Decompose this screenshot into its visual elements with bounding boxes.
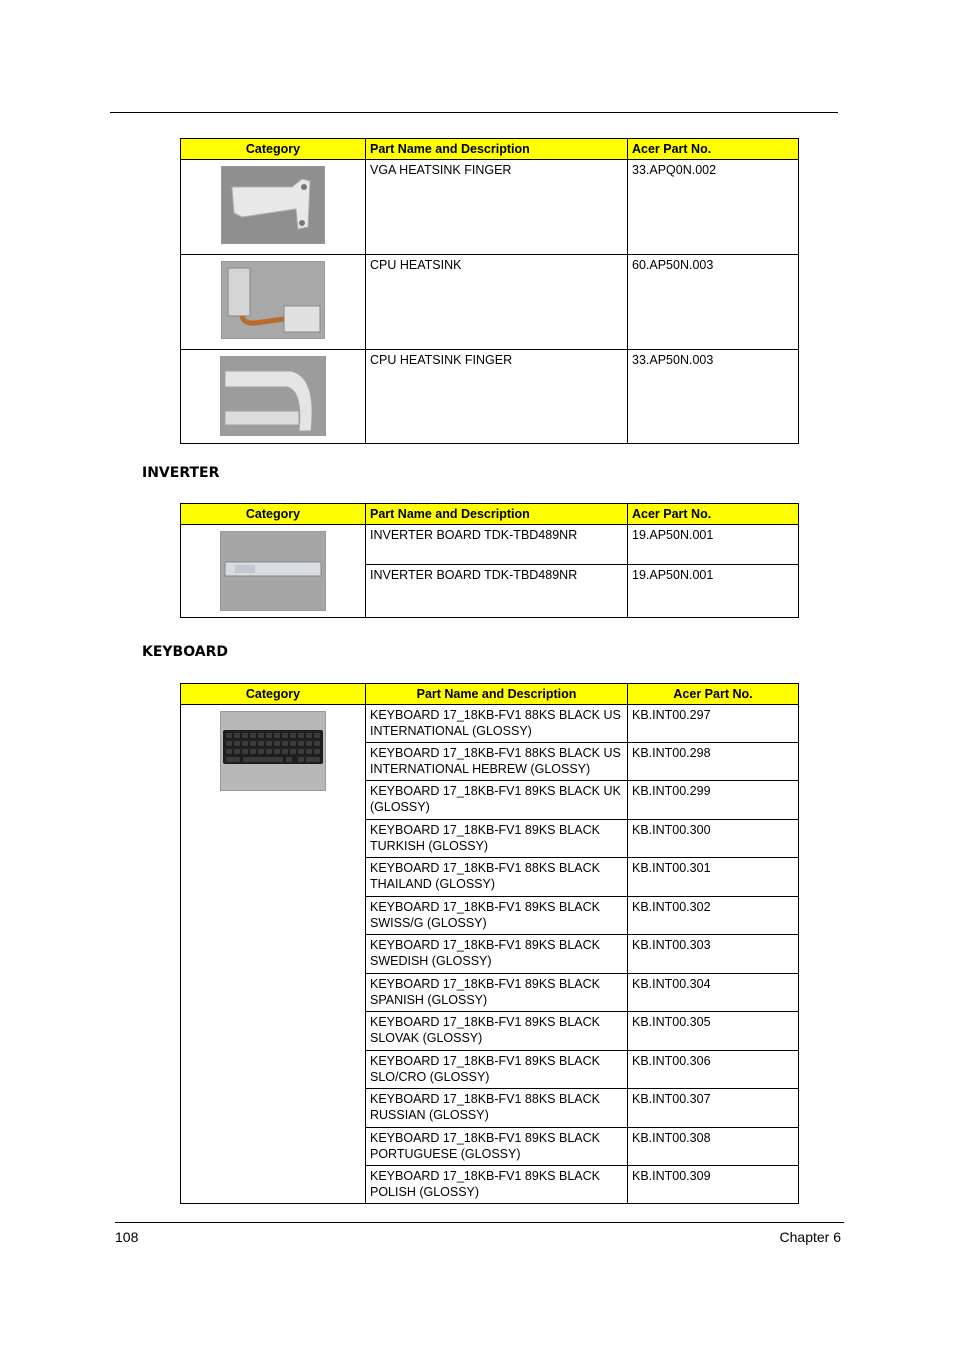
chapter-label: Chapter 6: [779, 1229, 841, 1245]
keyboard-photo: [220, 711, 326, 791]
part-name-cell: KEYBOARD 17_18KB-FV1 89KS BLACK TURKISH (GLOSSY): [366, 820, 628, 858]
vga-heatsink-finger-photo: [221, 166, 325, 244]
footer-rule: [115, 1222, 844, 1223]
part-name-cell: KEYBOARD 17_18KB-FV1 89KS BLACK PORTUGUESE (GLOSSY): [366, 1128, 628, 1166]
category-cell: [181, 350, 366, 444]
part-no-cell: KB.INT00.307: [628, 1089, 799, 1128]
part-no-cell: 19.AP50N.001: [628, 525, 799, 565]
part-name-cell: KEYBOARD 17_18KB-FV1 89KS BLACK SWEDISH (GLOSSY): [366, 935, 628, 974]
keyboard-heading: KEYBOARD: [142, 644, 228, 660]
table-row: [181, 160, 799, 255]
part-no-cell: KB.INT00.305: [628, 1012, 799, 1051]
table-header-row: [181, 504, 799, 525]
part-name-cell: KEYBOARD 17_18KB-FV1 88KS BLACK THAILAND (GLOSSY): [366, 858, 628, 897]
cpu-heatsink-photo: [221, 261, 325, 339]
part-no-cell: KB.INT00.309: [628, 1166, 799, 1204]
part-no-cell: KB.INT00.301: [628, 858, 799, 897]
category-header: Category: [181, 684, 366, 705]
table-header-row: [181, 139, 799, 160]
table-row: [181, 705, 799, 743]
part-name-header: Part Name and Description: [366, 684, 628, 705]
heatsink-parts-table: [180, 138, 799, 444]
part-name-cell: INVERTER BOARD TDK-TBD489NR: [366, 525, 628, 565]
category-cell: [181, 705, 366, 1204]
category-cell: [181, 255, 366, 350]
part-no-cell: KB.INT00.302: [628, 897, 799, 935]
part-no-cell: 60.AP50N.003: [628, 255, 799, 350]
part-no-cell: KB.INT00.300: [628, 820, 799, 858]
part-no-cell: KB.INT00.298: [628, 743, 799, 781]
part-name-cell: VGA HEATSINK FINGER: [366, 160, 628, 255]
part-name-header: Part Name and Description: [366, 139, 628, 160]
part-no-cell: KB.INT00.306: [628, 1051, 799, 1089]
keyboard-parts-table: [180, 683, 799, 1204]
table-header-row: [181, 684, 799, 705]
part-name-cell: KEYBOARD 17_18KB-FV1 89KS BLACK POLISH (GLOSSY): [366, 1166, 628, 1204]
header-rule: [110, 112, 838, 113]
category-cell: [181, 160, 366, 255]
part-name-cell: CPU HEATSINK: [366, 255, 628, 350]
part-no-cell: 19.AP50N.001: [628, 565, 799, 618]
part-no-cell: KB.INT00.308: [628, 1128, 799, 1166]
part-name-cell: KEYBOARD 17_18KB-FV1 89KS BLACK SWISS/G (GLOSSY): [366, 897, 628, 935]
part-name-header: Part Name and Description: [366, 504, 628, 525]
part-no-header: Acer Part No.: [628, 504, 799, 525]
part-no-cell: 33.AP50N.003: [628, 350, 799, 444]
category-cell: [181, 525, 366, 618]
part-no-cell: 33.APQ0N.002: [628, 160, 799, 255]
part-no-header: Acer Part No.: [628, 684, 799, 705]
category-header: Category: [181, 139, 366, 160]
part-name-cell: KEYBOARD 17_18KB-FV1 88KS BLACK US INTERNATIONAL HEBREW (GLOSSY): [366, 743, 628, 781]
part-no-header: Acer Part No.: [628, 139, 799, 160]
part-no-cell: KB.INT00.297: [628, 705, 799, 743]
part-no-cell: KB.INT00.299: [628, 781, 799, 820]
part-name-cell: KEYBOARD 17_18KB-FV1 88KS BLACK US INTERNATIONAL (GLOSSY): [366, 705, 628, 743]
table-row: [181, 525, 799, 565]
inverter-parts-table: [180, 503, 799, 618]
cpu-heatsink-finger-photo: [220, 356, 326, 436]
table-row: [181, 255, 799, 350]
page-number: 108: [115, 1229, 139, 1245]
part-name-cell: KEYBOARD 17_18KB-FV1 89KS BLACK SLOVAK (GLOSSY): [366, 1012, 628, 1051]
table-row: [181, 350, 799, 444]
part-name-cell: INVERTER BOARD TDK-TBD489NR: [366, 565, 628, 618]
part-name-cell: KEYBOARD 17_18KB-FV1 89KS BLACK UK (GLOSSY): [366, 781, 628, 820]
part-no-cell: KB.INT00.303: [628, 935, 799, 974]
part-name-cell: KEYBOARD 17_18KB-FV1 89KS BLACK SLO/CRO (GLOSSY): [366, 1051, 628, 1089]
category-header: Category: [181, 504, 366, 525]
part-name-cell: KEYBOARD 17_18KB-FV1 89KS BLACK SPANISH (GLOSSY): [366, 974, 628, 1012]
part-name-cell: CPU HEATSINK FINGER: [366, 350, 628, 444]
inverter-board-photo: [220, 531, 326, 611]
part-name-cell: KEYBOARD 17_18KB-FV1 88KS BLACK RUSSIAN (GLOSSY): [366, 1089, 628, 1128]
part-no-cell: KB.INT00.304: [628, 974, 799, 1012]
inverter-heading: INVERTER: [142, 465, 220, 481]
